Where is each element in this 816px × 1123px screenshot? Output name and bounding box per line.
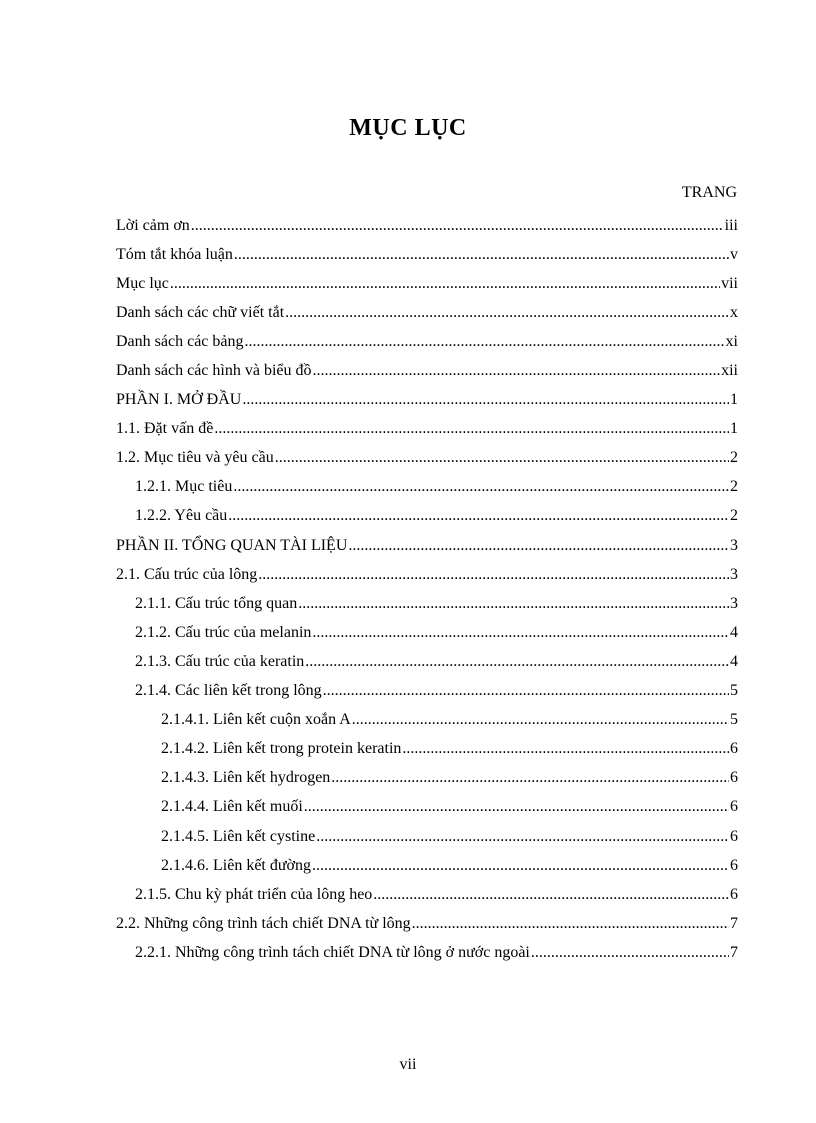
toc-entry[interactable] bbox=[116, 356, 738, 385]
page-title: MỤC LỤC bbox=[349, 115, 467, 141]
toc-entry-title: 2.1.4.3. Liên kết hydrogen bbox=[161, 769, 331, 787]
toc-entry-page: 2 bbox=[730, 449, 738, 467]
toc-entry[interactable] bbox=[116, 880, 738, 909]
toc-entry[interactable] bbox=[116, 240, 738, 269]
toc-entry-page: 2 bbox=[730, 507, 738, 525]
toc-entry-page: 7 bbox=[730, 914, 738, 932]
toc-entry[interactable] bbox=[116, 560, 738, 589]
footer-page-number: vii bbox=[399, 1056, 417, 1073]
toc-entry[interactable] bbox=[116, 269, 738, 298]
toc-dot-leader bbox=[258, 567, 729, 583]
toc-entry-title: PHẦN II. TỔNG QUAN TÀI LIỆU bbox=[116, 536, 348, 554]
toc-entry[interactable] bbox=[116, 444, 738, 473]
toc-dot-leader bbox=[531, 945, 729, 961]
toc-entry-title: 1.2. Mục tiêu và yêu cầu bbox=[116, 449, 274, 467]
toc-dot-leader bbox=[275, 450, 729, 466]
toc-dot-leader bbox=[352, 712, 729, 728]
toc-entry[interactable] bbox=[116, 386, 738, 415]
toc-entry-title: 2.1.2. Cấu trúc của melanin bbox=[135, 623, 312, 641]
toc-entry-title: Danh sách các hình và biểu đồ bbox=[116, 362, 312, 380]
toc-entry[interactable] bbox=[116, 764, 738, 793]
toc-entry-page: 6 bbox=[730, 798, 738, 816]
toc-entry-page: 4 bbox=[730, 623, 738, 641]
toc-entry[interactable] bbox=[116, 211, 738, 240]
toc-entry[interactable] bbox=[116, 822, 738, 851]
toc-entry-page: 3 bbox=[730, 594, 738, 612]
toc-entry[interactable] bbox=[116, 706, 738, 735]
toc-dot-leader bbox=[304, 799, 729, 815]
toc-entry-title: 1.2.2. Yêu cầu bbox=[135, 507, 228, 525]
toc-entry-title: 2.1.3. Cấu trúc của keratin bbox=[135, 652, 305, 670]
toc-entry-title: 1.2.1. Mục tiêu bbox=[135, 478, 233, 496]
toc-entry[interactable] bbox=[116, 589, 738, 618]
toc-entry-page: iii bbox=[724, 216, 738, 234]
toc-entry[interactable] bbox=[116, 327, 738, 356]
toc-entry-title: 2.1.4.5. Liên kết cystine bbox=[161, 827, 316, 845]
toc-entry-page: 6 bbox=[730, 856, 738, 874]
toc-entry-page: 6 bbox=[730, 885, 738, 903]
toc-dot-leader bbox=[170, 276, 720, 292]
toc-entry-page: v bbox=[730, 245, 738, 263]
toc-entry-page: 1 bbox=[730, 391, 738, 409]
table-of-contents bbox=[116, 211, 738, 967]
toc-entry-page: 3 bbox=[730, 565, 738, 583]
toc-entry[interactable] bbox=[116, 502, 738, 531]
toc-entry-page: 4 bbox=[730, 652, 738, 670]
toc-entry[interactable] bbox=[116, 531, 738, 560]
toc-dot-leader bbox=[373, 887, 729, 903]
toc-entry-title: Danh sách các chữ viết tắt bbox=[116, 303, 285, 321]
toc-entry-title: 2.1.5. Chu kỳ phát triển của lông heo bbox=[135, 885, 373, 903]
toc-entry[interactable] bbox=[116, 735, 738, 764]
toc-entry-page: 6 bbox=[730, 740, 738, 758]
toc-entry[interactable] bbox=[116, 677, 738, 706]
toc-entry-page: x bbox=[730, 303, 738, 321]
toc-dot-leader bbox=[323, 683, 729, 699]
toc-dot-leader bbox=[234, 247, 729, 263]
toc-dot-leader bbox=[331, 770, 729, 786]
toc-entry-title: 2.1. Cấu trúc của lông bbox=[116, 565, 258, 583]
toc-dot-leader bbox=[305, 654, 729, 670]
toc-entry-page: 7 bbox=[730, 943, 738, 961]
toc-entry[interactable] bbox=[116, 851, 738, 880]
toc-dot-leader bbox=[228, 508, 729, 524]
toc-entry[interactable] bbox=[116, 647, 738, 676]
toc-dot-leader bbox=[412, 916, 729, 932]
toc-entry-page: xii bbox=[721, 362, 738, 380]
toc-entry-page: xi bbox=[725, 332, 738, 350]
toc-entry-title: Danh sách các bảng bbox=[116, 332, 244, 350]
toc-entry-title: PHẦN I. MỞ ĐẦU bbox=[116, 391, 242, 409]
toc-entry-page: 5 bbox=[730, 711, 738, 729]
toc-entry-page: vii bbox=[721, 274, 738, 292]
toc-dot-leader bbox=[312, 363, 720, 379]
toc-entry-title: 2.1.4.2. Liên kết trong protein keratin bbox=[161, 740, 402, 758]
toc-entry[interactable] bbox=[116, 618, 738, 647]
toc-entry-title: 1.1. Đặt vấn đề bbox=[116, 420, 214, 438]
toc-dot-leader bbox=[245, 334, 725, 350]
toc-dot-leader bbox=[348, 538, 729, 554]
toc-entry[interactable] bbox=[116, 415, 738, 444]
toc-entry-page: 2 bbox=[730, 478, 738, 496]
toc-entry-page: 3 bbox=[730, 536, 738, 554]
toc-dot-leader bbox=[242, 392, 729, 408]
toc-dot-leader bbox=[298, 596, 729, 612]
toc-dot-leader bbox=[191, 218, 724, 234]
toc-entry[interactable] bbox=[116, 298, 738, 327]
page-column-label: TRANG bbox=[681, 184, 737, 201]
toc-entry-title: 2.1.4.1. Liên kết cuộn xoắn A bbox=[161, 711, 351, 729]
toc-entry-title: 2.2. Những công trình tách chiết DNA từ lông bbox=[116, 914, 411, 932]
toc-entry[interactable] bbox=[116, 938, 738, 967]
toc-entry-page: 6 bbox=[730, 827, 738, 845]
toc-dot-leader bbox=[214, 421, 729, 437]
toc-entry-title: 2.1.1. Cấu trúc tổng quan bbox=[135, 594, 298, 612]
toc-entry-page: 6 bbox=[730, 769, 738, 787]
toc-dot-leader bbox=[402, 741, 729, 757]
toc-entry-title: 2.1.4.6. Liên kết đường bbox=[161, 856, 311, 874]
toc-dot-leader bbox=[285, 305, 729, 321]
toc-dot-leader bbox=[312, 858, 729, 874]
toc-entry-page: 1 bbox=[730, 420, 738, 438]
toc-entry-title: 2.2.1. Những công trình tách chiết DNA từ lông ở nước ngoài bbox=[135, 943, 530, 961]
toc-entry-title: Mục lục bbox=[116, 274, 169, 292]
toc-entry[interactable] bbox=[116, 793, 738, 822]
toc-entry-title: Lời cảm ơn bbox=[116, 216, 190, 234]
toc-entry[interactable] bbox=[116, 473, 738, 502]
toc-entry[interactable] bbox=[116, 909, 738, 938]
toc-dot-leader bbox=[316, 829, 729, 845]
toc-entry-title: Tóm tắt khóa luận bbox=[116, 245, 233, 263]
toc-entry-title: 2.1.4.4. Liên kết muối bbox=[161, 798, 303, 816]
toc-dot-leader bbox=[312, 625, 729, 641]
toc-entry-page: 5 bbox=[730, 682, 738, 700]
toc-entry-title: 2.1.4. Các liên kết trong lông bbox=[135, 682, 322, 700]
toc-dot-leader bbox=[233, 479, 729, 495]
